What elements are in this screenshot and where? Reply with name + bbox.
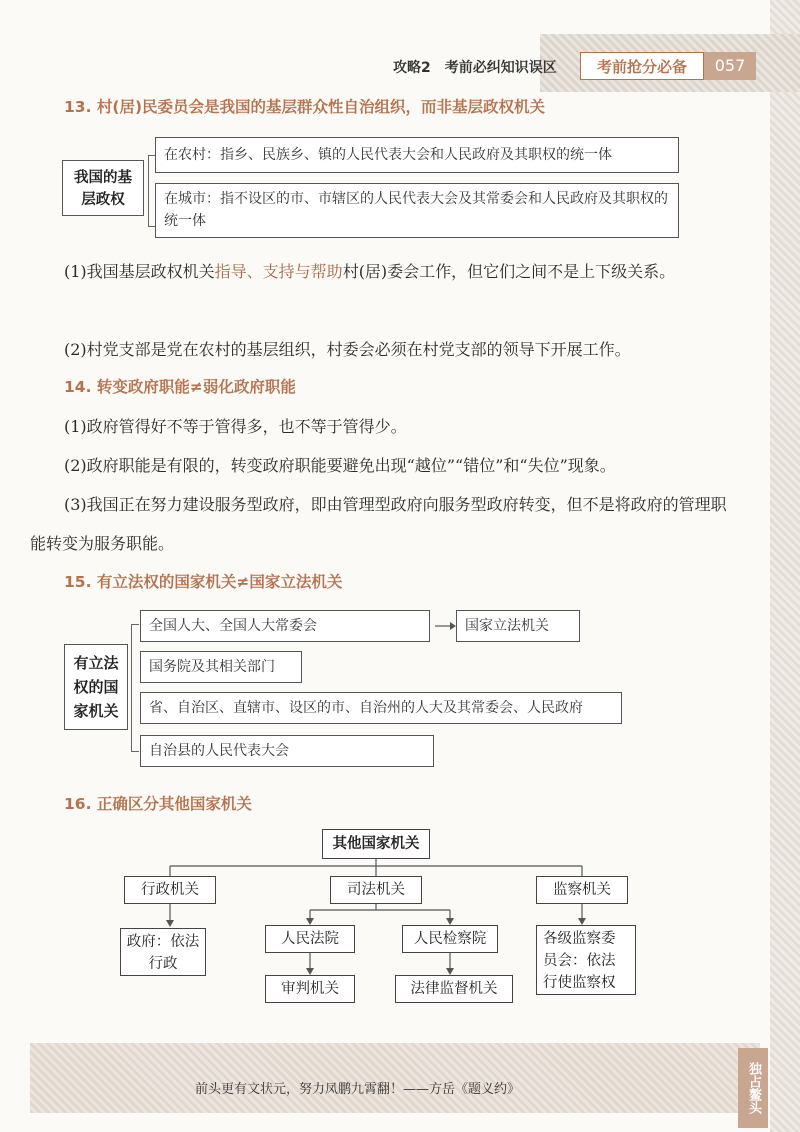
s15-autonomous-county: 自治县的人民代表大会 xyxy=(140,735,434,767)
s16-court: 人民法院 xyxy=(265,925,355,953)
s16-judicial: 司法机关 xyxy=(330,876,422,904)
s13-p1-b: 村(居)委会工作，但它们之间不是上下级关系。 xyxy=(342,262,676,281)
s16-procuratorate: 人民检察院 xyxy=(402,925,498,953)
s16-admin-desc: 政府：依法行政 xyxy=(120,928,206,976)
section-13-title: 13. 村(居)民委员会是我国的基层群众性自治组织，而非基层政权机关 xyxy=(64,98,546,116)
footer-quote: 前头更有文状元，努力凤鹏九霄翻！——方岳《题义约》 xyxy=(195,1082,521,1097)
section-14-title: 14. 转变政府职能≠弱化政府职能 xyxy=(64,378,296,396)
s16-procuratorate-desc: 法律监督机关 xyxy=(395,975,513,1003)
s15-npc: 全国人大、全国人大常委会 xyxy=(140,610,430,642)
footer-tag: 独占鳌头 xyxy=(738,1048,768,1128)
section-15-title: 15. 有立法权的国家机关≠国家立法机关 xyxy=(64,573,343,591)
s15-local: 省、自治区、直辖市、设区的市、自治州的人大及其常委会、人民政府 xyxy=(140,692,622,724)
header-tag: 考前抢分必备 xyxy=(580,52,704,80)
s14-paragraph-2: (2)政府职能是有限的，转变政府职能要避免出现“越位”“错位”和“失位”现象。 xyxy=(64,456,616,475)
s15-state-council: 国务院及其相关部门 xyxy=(140,651,302,683)
s14-paragraph-3: (3)我国正在努力建设服务型政府，即由管理型政府向服务型政府转变，但不是将政府的管理职能转变为服务职能。 xyxy=(30,495,727,553)
s13-rural: 在农村：指乡、民族乡、镇的人民代表大会和人民政府及其职权的统一体 xyxy=(155,137,679,173)
section-16-title: 16. 正确区分其他国家机关 xyxy=(64,795,252,813)
s16-supervision: 监察机关 xyxy=(536,876,628,904)
header-section: 攻略2 考前必纠知识误区 xyxy=(393,60,557,76)
s15-label: 有立法权的国家机关 xyxy=(64,644,128,730)
s16-root: 其他国家机关 xyxy=(322,829,430,859)
s13-label: 我国的基层政权 xyxy=(62,160,144,216)
s13-paragraph-2: (2)村党支部是党在农村的基层组织，村委会必须在村党支部的领导下开展工作。 xyxy=(64,340,631,359)
page-number: 057 xyxy=(704,52,756,80)
s16-court-desc: 审判机关 xyxy=(265,975,355,1003)
s16-supervision-desc: 各级监察委员会：依法行使监察权 xyxy=(536,925,636,995)
s16-admin: 行政机关 xyxy=(124,876,216,904)
s13-p1-a: (1)我国基层政权机关 xyxy=(64,262,215,281)
s15-target: 国家立法机关 xyxy=(456,610,580,642)
s13-urban: 在城市：指不设区的市、市辖区的人民代表大会及其常委会和人民政府及其职权的统一体 xyxy=(155,183,679,238)
s14-paragraph-1: (1)政府管得好不等于管得多，也不等于管得少。 xyxy=(64,417,407,436)
s13-p1-highlight: 指导、支持与帮助 xyxy=(214,262,343,281)
